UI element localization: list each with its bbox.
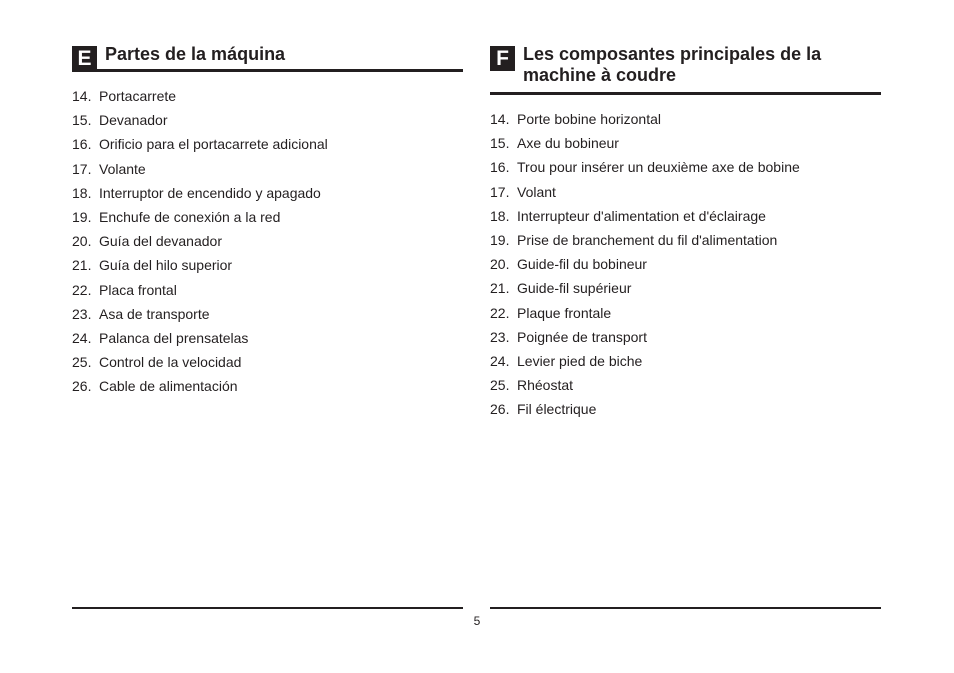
page-number: 5 bbox=[473, 614, 481, 628]
list-item bbox=[72, 108, 463, 132]
item-number: 21. bbox=[490, 280, 510, 297]
item-number: 26. bbox=[490, 401, 510, 418]
item-label: Palanca del prensatelas bbox=[99, 329, 249, 346]
section-title: Partes de la máquina bbox=[105, 44, 286, 64]
list-item bbox=[72, 157, 463, 181]
item-number: 18. bbox=[72, 184, 92, 201]
list-item bbox=[490, 107, 881, 131]
list-item bbox=[490, 373, 881, 397]
list-item bbox=[72, 229, 463, 253]
item-label: Interrupteur d'alimentation et d'éclairage bbox=[517, 207, 766, 224]
item-label: Orificio para el portacarrete adicional bbox=[99, 136, 328, 153]
item-label: Guide-fil du bobineur bbox=[517, 256, 647, 273]
item-number: 17. bbox=[490, 183, 510, 200]
item-label: Porte bobine horizontal bbox=[517, 111, 661, 127]
item-label: Volant bbox=[517, 183, 556, 200]
item-label: Rhéostat bbox=[517, 377, 574, 394]
list-item bbox=[490, 180, 881, 204]
item-label: Guide-fil supérieur bbox=[517, 280, 632, 297]
parts-list bbox=[490, 107, 881, 421]
footer-divider-right bbox=[490, 607, 881, 609]
list-item bbox=[72, 326, 463, 350]
language-badge: E bbox=[72, 46, 97, 71]
item-number: 15. bbox=[490, 135, 510, 152]
item-number: 25. bbox=[490, 377, 510, 394]
section-spanish bbox=[72, 44, 463, 398]
list-item bbox=[72, 253, 463, 277]
item-number: 15. bbox=[72, 112, 92, 129]
item-number: 25. bbox=[72, 354, 92, 371]
item-number: 19. bbox=[72, 208, 92, 225]
list-item bbox=[72, 181, 463, 205]
list-item bbox=[490, 276, 881, 300]
item-number: 16. bbox=[490, 159, 510, 176]
section-french bbox=[490, 44, 881, 421]
item-number: 24. bbox=[72, 329, 92, 346]
item-number: 17. bbox=[72, 160, 92, 177]
list-item bbox=[490, 397, 881, 421]
item-number: 18. bbox=[490, 207, 510, 224]
item-label: Trou pour insérer un deuxième axe de bobine bbox=[517, 159, 800, 176]
item-number: 23. bbox=[490, 328, 510, 345]
item-number: 16. bbox=[72, 136, 92, 153]
item-label: Prise de branchement du fil d'alimentation bbox=[517, 231, 778, 248]
item-label: Volante bbox=[99, 160, 146, 177]
item-label: Guía del hilo superior bbox=[99, 257, 233, 274]
section-header bbox=[72, 44, 463, 72]
language-badge: F bbox=[490, 46, 515, 71]
item-number: 14. bbox=[490, 111, 510, 127]
item-label: Levier pied de biche bbox=[517, 352, 643, 369]
list-item bbox=[490, 228, 881, 252]
item-number: 22. bbox=[72, 281, 92, 298]
list-item bbox=[72, 350, 463, 374]
item-label: Axe du bobineur bbox=[517, 135, 619, 152]
item-number: 24. bbox=[490, 352, 510, 369]
item-number: 19. bbox=[490, 231, 510, 248]
item-label: Control de la velocidad bbox=[99, 354, 242, 371]
list-item bbox=[72, 84, 463, 108]
item-label: Portacarrete bbox=[99, 88, 177, 104]
item-label: Enchufe de conexión a la red bbox=[99, 208, 281, 225]
list-item bbox=[72, 278, 463, 302]
item-label: Poignée de transport bbox=[517, 328, 647, 345]
item-label: Devanador bbox=[99, 112, 168, 129]
list-item bbox=[490, 204, 881, 228]
item-label: Interruptor de encendido y apagado bbox=[99, 184, 321, 201]
list-item bbox=[72, 205, 463, 229]
list-item bbox=[490, 301, 881, 325]
list-item bbox=[490, 131, 881, 155]
item-number: 22. bbox=[490, 304, 510, 321]
item-label: Placa frontal bbox=[99, 281, 177, 298]
item-number: 21. bbox=[72, 257, 92, 274]
item-number: 20. bbox=[490, 256, 510, 273]
list-item bbox=[490, 349, 881, 373]
item-number: 23. bbox=[72, 305, 92, 322]
item-label: Plaque frontale bbox=[517, 304, 612, 321]
list-item bbox=[72, 374, 463, 398]
item-number: 20. bbox=[72, 233, 92, 250]
item-label: Cable de alimentación bbox=[99, 378, 238, 395]
section-title: Les composantes principales de la machine à coudre bbox=[523, 44, 822, 85]
list-item bbox=[490, 155, 881, 179]
list-item bbox=[490, 252, 881, 276]
list-item bbox=[490, 325, 881, 349]
item-number: 26. bbox=[72, 378, 92, 395]
parts-list bbox=[72, 84, 463, 398]
item-label: Asa de transporte bbox=[99, 305, 210, 322]
item-number: 14. bbox=[72, 88, 92, 104]
item-label: Guía del devanador bbox=[99, 233, 222, 250]
footer-divider-left bbox=[72, 607, 463, 609]
list-item bbox=[72, 302, 463, 326]
section-header bbox=[490, 44, 881, 95]
list-item bbox=[72, 132, 463, 156]
item-label: Fil électrique bbox=[517, 401, 597, 418]
